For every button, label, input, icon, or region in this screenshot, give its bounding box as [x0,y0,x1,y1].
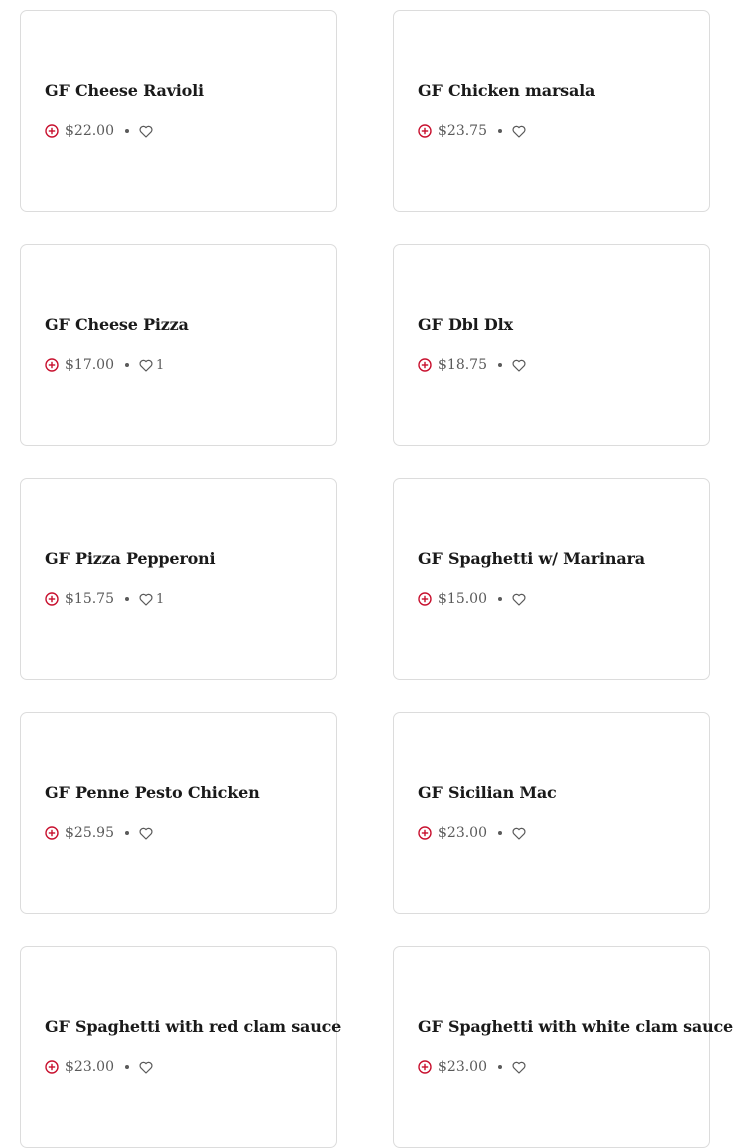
like-button[interactable] [512,359,529,372]
menu-item-price: $15.00 [438,591,487,607]
plus-circle-icon[interactable] [418,358,432,372]
menu-item-card[interactable] [393,478,710,680]
menu-item-title[interactable]: GF Cheese Pizza [45,315,189,334]
menu-item-card[interactable] [20,10,337,212]
menu-item-meta [418,824,529,842]
separator-dot [498,129,502,133]
menu-item-meta [45,122,156,140]
like-count: 1 [156,357,165,373]
menu-item-card[interactable] [393,244,710,446]
separator-dot [125,831,129,835]
menu-item-card[interactable] [20,712,337,914]
plus-circle-icon[interactable] [45,592,59,606]
menu-item-title[interactable]: GF Dbl Dlx [418,315,513,334]
plus-circle-icon[interactable] [418,1060,432,1074]
plus-circle-icon[interactable] [45,826,59,840]
like-button[interactable] [139,1061,156,1074]
plus-circle-icon[interactable] [45,358,59,372]
menu-item-title[interactable]: GF Penne Pesto Chicken [45,783,260,802]
menu-item-meta [418,356,529,374]
plus-circle-icon[interactable] [45,1060,59,1074]
like-button[interactable] [512,125,529,138]
menu-item-price: $18.75 [438,357,487,373]
menu-item-meta [45,1058,156,1076]
separator-dot [125,597,129,601]
like-button[interactable] [512,593,529,606]
menu-item-title[interactable]: GF Pizza Pepperoni [45,549,216,568]
menu-item-price: $23.00 [438,825,487,841]
heart-outline-icon [139,827,153,840]
heart-outline-icon [512,1061,526,1074]
separator-dot [125,1065,129,1069]
separator-dot [498,597,502,601]
menu-item-title[interactable]: GF Sicilian Mac [418,783,557,802]
heart-outline-icon [512,827,526,840]
separator-dot [498,831,502,835]
heart-outline-icon [139,125,153,138]
like-count: 1 [156,591,165,607]
heart-outline-icon [512,359,526,372]
plus-circle-icon[interactable] [418,124,432,138]
menu-item-meta [418,1058,529,1076]
like-button[interactable] [139,125,156,138]
heart-outline-icon [139,593,153,606]
like-button[interactable] [512,1061,529,1074]
like-button[interactable] [512,827,529,840]
heart-outline-icon [139,359,153,372]
separator-dot [125,129,129,133]
separator-dot [498,1065,502,1069]
menu-item-card[interactable] [20,478,337,680]
menu-item-price: $23.00 [65,1059,114,1075]
heart-outline-icon [139,1061,153,1074]
menu-item-price: $23.75 [438,123,487,139]
menu-item-card[interactable] [20,946,342,1148]
menu-item-price: $25.95 [65,825,114,841]
menu-item-title[interactable]: GF Spaghetti with white clam sauce [418,1017,734,1036]
menu-item-meta [418,122,529,140]
separator-dot [125,363,129,367]
plus-circle-icon[interactable] [418,592,432,606]
menu-item-card[interactable] [393,712,710,914]
like-button[interactable] [139,592,164,607]
separator-dot [498,363,502,367]
menu-item-card[interactable] [393,10,710,212]
plus-circle-icon[interactable] [418,826,432,840]
menu-item-title[interactable]: GF Cheese Ravioli [45,81,204,100]
menu-item-price: $15.75 [65,591,114,607]
plus-circle-icon[interactable] [45,124,59,138]
menu-item-price: $17.00 [65,357,114,373]
heart-outline-icon [512,125,526,138]
menu-grid [20,10,734,1148]
menu-item-title[interactable]: GF Spaghetti w/ Marinara [418,549,645,568]
menu-item-card[interactable] [393,946,734,1148]
menu-item-meta [45,356,164,374]
menu-item-price: $22.00 [65,123,114,139]
like-button[interactable] [139,827,156,840]
menu-item-card[interactable] [20,244,337,446]
menu-item-title[interactable]: GF Chicken marsala [418,81,596,100]
like-button[interactable] [139,358,164,373]
menu-item-meta [45,590,164,608]
menu-item-title[interactable]: GF Spaghetti with red clam sauce [45,1017,342,1036]
menu-item-meta [418,590,529,608]
menu-item-price: $23.00 [438,1059,487,1075]
menu-item-meta [45,824,156,842]
heart-outline-icon [512,593,526,606]
